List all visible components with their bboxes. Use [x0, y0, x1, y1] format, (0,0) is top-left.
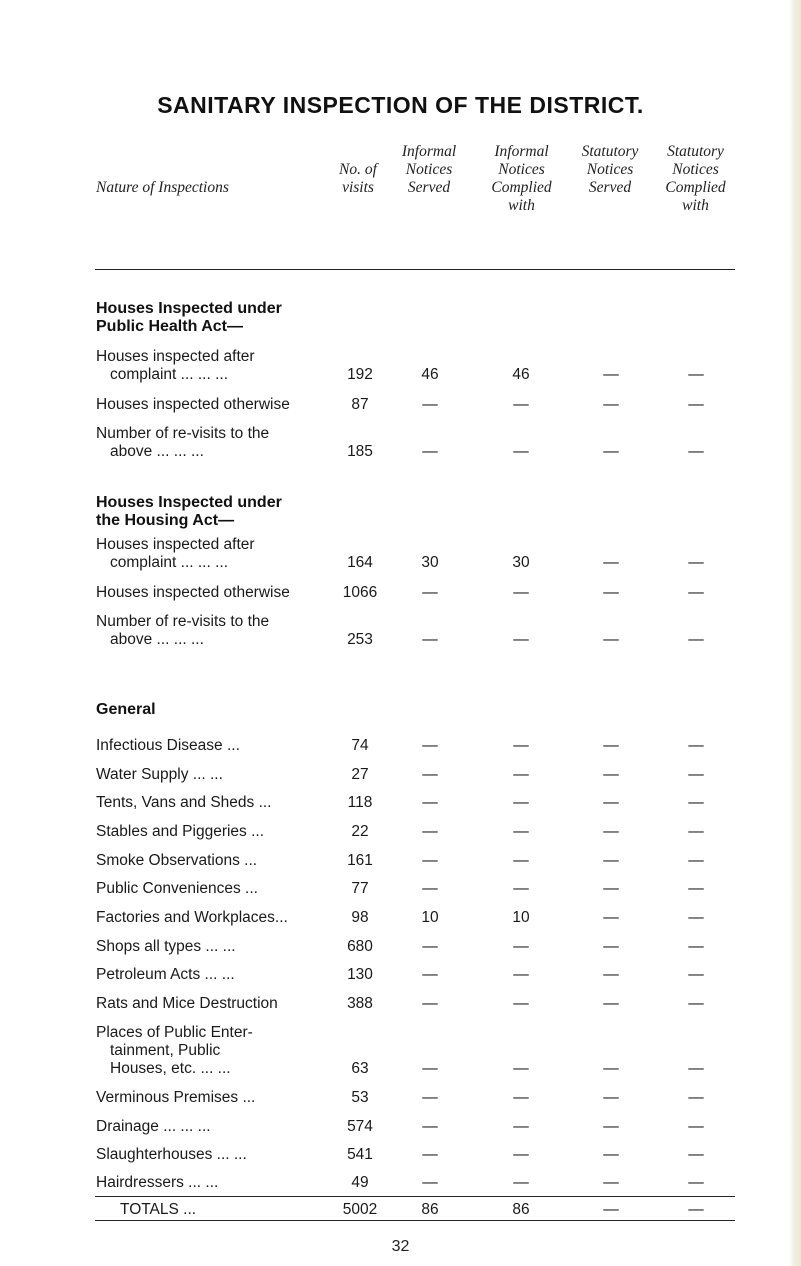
header-line: Informal: [401, 143, 457, 160]
cell-statutory-served: —: [603, 1060, 619, 1077]
cell-informal-served: —: [422, 1118, 438, 1135]
row-label-line: Number of re-visits to the: [96, 613, 270, 630]
cell-statutory-complied: —: [688, 995, 704, 1012]
cell-informal-served: 46: [421, 366, 439, 383]
cell-statutory-complied: —: [688, 396, 704, 413]
section-heading-line: Houses Inspected under: [96, 300, 282, 317]
section-heading-housing: [96, 494, 282, 530]
cell-statutory-complied: —: [688, 823, 704, 840]
table-header: [0, 143, 801, 263]
cell-statutory-served: —: [603, 966, 619, 983]
header-line: Complied: [665, 179, 726, 196]
cell-informal-served: —: [422, 852, 438, 869]
header-line: Complied: [491, 179, 552, 196]
cell-informal-complied: —: [513, 1060, 529, 1077]
cell-visits: 541: [347, 1146, 373, 1163]
row-label-line: Houses inspected otherwise: [96, 396, 290, 413]
totals-statutory-complied: —: [688, 1201, 704, 1218]
header-line: Served: [588, 179, 632, 196]
cell-statutory-complied: —: [688, 794, 704, 811]
cell-informal-complied: —: [513, 852, 529, 869]
cell-statutory-served: —: [603, 938, 619, 955]
row-label: [96, 584, 290, 602]
cell-statutory-complied: —: [688, 938, 704, 955]
cell-informal-served: —: [422, 995, 438, 1012]
row-label-line: above ... ... ...: [110, 631, 204, 648]
cell-informal-complied: 10: [512, 909, 530, 926]
row-label: Public Conveniences ...: [96, 880, 258, 897]
row-label: [96, 536, 255, 572]
cell-visits: 77: [351, 880, 369, 897]
row-label: Shops all types ... ...: [96, 938, 236, 955]
cell-statutory-served: —: [603, 737, 619, 754]
cell-statutory-complied: —: [688, 909, 704, 926]
cell-statutory-complied: —: [688, 852, 704, 869]
cell-statutory-served: —: [603, 1146, 619, 1163]
header-visits-line: visits: [342, 179, 374, 196]
row-label: Infectious Disease ...: [96, 737, 240, 754]
totals-informal-served: 86: [421, 1201, 439, 1218]
cell-statutory-complied: —: [688, 584, 704, 601]
cell-visits: 574: [347, 1118, 373, 1135]
cell-statutory-complied: —: [688, 1118, 704, 1135]
cell-informal-served: —: [422, 966, 438, 983]
row-label-line: Houses inspected otherwise: [96, 584, 290, 601]
row-label: [96, 425, 269, 461]
row-label-line: complaint ... ... ...: [110, 554, 229, 571]
section-heading-line: Houses Inspected under: [96, 494, 282, 511]
cell-informal-complied: —: [513, 1146, 529, 1163]
cell-statutory-served: —: [603, 852, 619, 869]
cell-visits: 680: [347, 938, 373, 955]
cell-statutory-complied: —: [688, 880, 704, 897]
header-line: Statutory: [581, 143, 639, 160]
header-informal-complied: [474, 143, 569, 215]
cell-statutory-complied: —: [688, 1174, 704, 1191]
row-label-line: Places of Public Enter-: [96, 1024, 253, 1041]
cell-statutory-served: —: [603, 554, 619, 571]
row-label-line: Houses inspected after: [96, 536, 255, 553]
cell-informal-served: —: [422, 766, 438, 783]
cell-statutory-complied: —: [688, 966, 704, 983]
cell-statutory-served: —: [603, 1174, 619, 1191]
cell-informal-served: —: [422, 1060, 438, 1077]
cell-visits: 53: [351, 1089, 369, 1106]
totals-statutory-served: —: [603, 1201, 619, 1218]
cell-informal-served: 10: [421, 909, 439, 926]
cell-informal-complied: —: [513, 766, 529, 783]
totals-rule-top: [95, 1196, 735, 1197]
row-label: Verminous Premises ...: [96, 1089, 256, 1106]
row-label: Hairdressers ... ...: [96, 1174, 219, 1191]
cell-informal-complied: —: [513, 584, 529, 601]
cell-informal-served: —: [422, 938, 438, 955]
cell-informal-served: —: [422, 396, 438, 413]
header-line: with: [508, 197, 535, 214]
cell-statutory-complied: —: [688, 1146, 704, 1163]
cell-statutory-complied: —: [688, 443, 704, 460]
cell-informal-served: —: [422, 880, 438, 897]
section-heading-line: Public Health Act—: [96, 318, 243, 335]
cell-visits: 22: [351, 823, 369, 840]
cell-statutory-complied: —: [688, 554, 704, 571]
cell-statutory-served: —: [603, 366, 619, 383]
row-label: Tents, Vans and Sheds ...: [96, 794, 272, 811]
row-label: [96, 1024, 253, 1078]
cell-visits: 253: [347, 631, 373, 648]
cell-visits: 185: [347, 443, 373, 460]
cell-informal-served: —: [422, 1089, 438, 1106]
cell-informal-served: —: [422, 443, 438, 460]
row-label: Stables and Piggeries ...: [96, 823, 265, 840]
row-label-line: Houses, etc. ... ...: [110, 1060, 231, 1077]
row-label: Slaughterhouses ... ...: [96, 1146, 247, 1163]
cell-statutory-served: —: [603, 631, 619, 648]
cell-informal-complied: —: [513, 880, 529, 897]
cell-statutory-served: —: [603, 443, 619, 460]
cell-statutory-served: —: [603, 995, 619, 1012]
cell-informal-complied: —: [513, 631, 529, 648]
row-label-line: complaint ... ... ...: [110, 366, 229, 383]
cell-informal-complied: —: [513, 995, 529, 1012]
cell-visits: 161: [347, 852, 373, 869]
cell-informal-served: —: [422, 823, 438, 840]
row-label: [96, 613, 269, 649]
cell-informal-complied: —: [513, 966, 529, 983]
cell-statutory-served: —: [603, 766, 619, 783]
cell-informal-complied: —: [513, 1089, 529, 1106]
cell-visits: 74: [351, 737, 369, 754]
cell-informal-served: 30: [421, 554, 439, 571]
header-line: Served: [407, 179, 451, 196]
cell-informal-served: —: [422, 794, 438, 811]
cell-statutory-served: —: [603, 880, 619, 897]
cell-visits: 49: [351, 1174, 369, 1191]
header-rule: [95, 269, 735, 270]
row-label: Factories and Workplaces...: [96, 909, 288, 926]
cell-statutory-served: —: [603, 1089, 619, 1106]
cell-informal-complied: —: [513, 1174, 529, 1191]
row-label: Petroleum Acts ... ...: [96, 966, 235, 983]
cell-informal-complied: 46: [512, 366, 530, 383]
totals-label: TOTALS ...: [120, 1201, 197, 1218]
header-line: Notices: [498, 161, 545, 178]
cell-informal-served: —: [422, 631, 438, 648]
cell-informal-complied: —: [513, 443, 529, 460]
cell-visits: 388: [347, 995, 373, 1012]
row-label-line: tainment, Public: [110, 1042, 221, 1059]
header-line: with: [682, 197, 709, 214]
header-line: Notices: [405, 161, 453, 178]
page-number: 32: [391, 1238, 410, 1255]
header-line: Statutory: [667, 143, 724, 160]
row-label-line: Number of re-visits to the: [96, 425, 270, 442]
cell-statutory-complied: —: [688, 766, 704, 783]
cell-statutory-complied: —: [688, 1060, 704, 1077]
cell-visits: 98: [351, 909, 369, 926]
cell-visits: 130: [347, 966, 373, 983]
page-title: SANITARY INSPECTION OF THE DISTRICT.: [157, 92, 644, 118]
cell-statutory-served: —: [603, 396, 619, 413]
cell-informal-complied: —: [513, 737, 529, 754]
row-label: [96, 396, 290, 414]
cell-informal-served: —: [422, 584, 438, 601]
cell-informal-served: —: [422, 737, 438, 754]
header-visits-line: No. of: [339, 161, 377, 178]
section-heading-line: the Housing Act—: [96, 512, 235, 529]
cell-statutory-complied: —: [688, 737, 704, 754]
cell-visits: 118: [347, 794, 373, 811]
section-heading-public-health: [96, 300, 282, 336]
cell-statutory-served: —: [603, 794, 619, 811]
cell-informal-complied: 30: [512, 554, 530, 571]
cell-statutory-complied: —: [688, 1089, 704, 1106]
header-line: Notices: [672, 161, 719, 178]
cell-statutory-served: —: [603, 1118, 619, 1135]
cell-visits: 63: [351, 1060, 369, 1077]
header-nature: [96, 179, 286, 197]
cell-statutory-complied: —: [688, 631, 704, 648]
cell-statutory-complied: —: [688, 366, 704, 383]
cell-statutory-served: —: [603, 584, 619, 601]
cell-informal-served: —: [422, 1174, 438, 1191]
cell-statutory-served: —: [603, 823, 619, 840]
cell-visits: 1066: [342, 584, 378, 601]
cell-informal-complied: —: [513, 823, 529, 840]
totals-informal-complied: 86: [512, 1201, 530, 1218]
totals-visits: 5002: [342, 1201, 378, 1218]
row-label: Smoke Observations ...: [96, 852, 258, 869]
cell-informal-complied: —: [513, 938, 529, 955]
section-heading-general: [96, 701, 156, 719]
row-label: Water Supply ... ...: [96, 766, 223, 783]
header-line: Informal: [494, 143, 549, 160]
cell-visits: 164: [347, 554, 373, 571]
cell-informal-complied: —: [513, 794, 529, 811]
totals-rule-bottom: [95, 1220, 735, 1221]
row-label: Drainage ... ... ...: [96, 1118, 211, 1135]
row-label: [96, 348, 255, 384]
row-label: Rats and Mice Destruction: [96, 995, 278, 1012]
header-statutory-complied: [648, 143, 743, 215]
row-label-line: Houses inspected after: [96, 348, 255, 365]
section-heading-line: General: [96, 701, 156, 718]
row-label-line: above ... ... ...: [110, 443, 204, 460]
cell-statutory-served: —: [603, 909, 619, 926]
header-statutory-served: [565, 143, 655, 197]
cell-informal-complied: —: [513, 396, 529, 413]
cell-informal-served: —: [422, 1146, 438, 1163]
cell-informal-complied: —: [513, 1118, 529, 1135]
header-informal-served: [384, 143, 474, 197]
cell-visits: 27: [351, 766, 369, 783]
cell-visits: 192: [347, 366, 373, 383]
header-line: Notices: [586, 161, 634, 178]
cell-visits: 87: [351, 396, 369, 413]
header-nature-text: Nature of Inspections: [96, 179, 229, 196]
